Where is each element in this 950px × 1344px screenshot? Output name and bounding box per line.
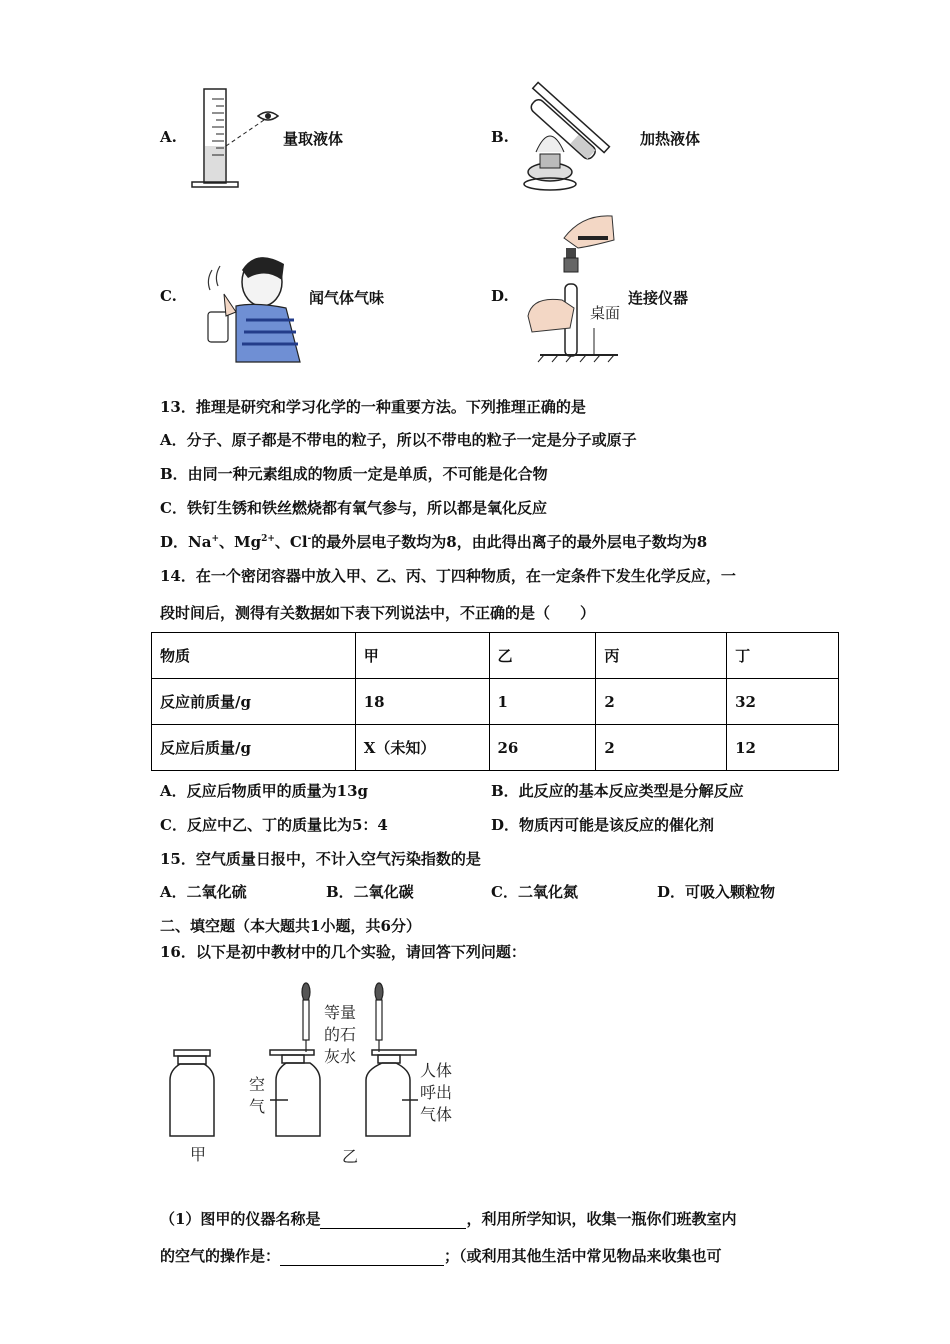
label-air-2: 气 <box>249 1097 266 1116</box>
table-header-cell: 甲 <box>355 633 489 679</box>
q13-stem: 13．推理是研究和学习化学的一种重要方法。下列推理正确的是 <box>160 398 586 416</box>
table-row <box>152 679 839 725</box>
q15-option-b: B．二氧化碳 <box>326 883 414 901</box>
table-cell: 反应后质量/g <box>152 725 356 771</box>
q15-option-a: A．二氧化硫 <box>160 883 247 901</box>
table-cell: 1 <box>489 679 596 725</box>
q16-stem: 16．以下是初中教材中的几个实验，请回答下列问题： <box>160 943 526 961</box>
connecting-apparatus-illustration <box>522 210 626 365</box>
label-air-1: 空 <box>249 1075 266 1094</box>
q14-option-a: A．反应后物质甲的质量为13g <box>160 782 369 800</box>
q14-option-d: D．物质丙可能是该反应的催化剂 <box>491 816 715 834</box>
q14-stem-line1: 14．在一个密闭容器中放入甲、乙、丙、丁四种物质，在一定条件下发生化学反应，一 <box>160 567 736 585</box>
heating-liquid-illustration <box>516 80 636 195</box>
table-header-row <box>152 633 839 679</box>
table-cell: 2 <box>596 679 727 725</box>
q14-option-b: B．此反应的基本反应类型是分解反应 <box>491 782 744 800</box>
label-breath-1: 人体 <box>420 1061 453 1080</box>
label-yi: 乙 <box>342 1147 359 1166</box>
label-lime-2: 的石 <box>324 1025 357 1044</box>
q14-stem-line2: 段时间后，测得有关数据如下表下列说法中，不正确的是（ ） <box>160 604 596 622</box>
q14-data-table <box>151 632 839 771</box>
gas-jar-breath <box>366 1050 418 1136</box>
q16-sub1-line1: （1）图甲的仪器名称是 ，利用所学知识，收集一瓶你们班教室内 <box>160 1210 737 1228</box>
label-breath-2: 呼出 <box>420 1083 453 1102</box>
table-row <box>152 725 839 771</box>
q15-option-c: C．二氧化氮 <box>491 883 578 901</box>
table-cell: 26 <box>489 725 596 771</box>
answer-blank-operation[interactable] <box>280 1247 444 1266</box>
q13-option-c: C．铁钉生锈和铁丝燃烧都有氧气参与，所以都是氧化反应 <box>160 499 547 517</box>
dropper-left <box>302 983 310 1052</box>
option-d-caption: 连接仪器 <box>628 289 689 307</box>
dropper-right <box>375 983 383 1052</box>
option-c-letter: C. <box>160 287 177 305</box>
table-cell: 12 <box>727 725 839 771</box>
table-header-cell: 丙 <box>596 633 727 679</box>
option-b-letter: B. <box>491 128 509 146</box>
table-header-cell: 丁 <box>727 633 839 679</box>
q13-option-d: D．Na+、$Mg^{2+}$、Cl-的最外层电子数均为8，由此得出离子的最外层电子数均为8 <box>160 533 708 551</box>
label-jia: 甲 <box>190 1145 207 1164</box>
label-breath-3: 气体 <box>420 1105 453 1124</box>
q16-experiment-figure <box>160 978 480 1168</box>
q13-option-a: A．分子、原子都是不带电的粒子，所以不带电的粒子一定是分子或原子 <box>160 431 637 449</box>
graduated-cylinder-illustration <box>186 84 286 194</box>
table-cell: 反应前质量/g <box>152 679 356 725</box>
gas-jar-jia <box>170 1050 214 1136</box>
table-cell: 18 <box>355 679 489 725</box>
section-2-heading: 二、填空题（本大题共1小题，共6分） <box>160 917 421 935</box>
table-cell: X（未知） <box>355 725 489 771</box>
table-header-cell: 物质 <box>152 633 356 679</box>
label-lime-1: 等量 <box>324 1003 357 1022</box>
desk-surface-label: 桌面 <box>590 304 621 322</box>
table-header-cell: 乙 <box>489 633 596 679</box>
q13-option-b: B．由同一种元素组成的物质一定是单质，不可能是化合物 <box>160 465 548 483</box>
option-c-caption: 闻气体气味 <box>309 289 385 307</box>
table-cell: 2 <box>596 725 727 771</box>
q14-option-c: C．反应中乙、丁的质量比为5：4 <box>160 816 388 834</box>
q16-sub1-line2: 的空气的操作是： ；（或利用其他生活中常见物品来收集也可 <box>160 1247 722 1265</box>
q15-option-d: D．可吸入颗粒物 <box>657 883 776 901</box>
answer-blank-instrument[interactable] <box>320 1210 466 1229</box>
table-cell: 32 <box>727 679 839 725</box>
smelling-gas-illustration <box>196 250 304 365</box>
option-a-caption: 量取液体 <box>283 130 344 148</box>
option-d-letter: D. <box>491 287 509 305</box>
option-a-letter: A. <box>160 128 177 146</box>
gas-jar-air <box>270 1050 320 1136</box>
label-lime-3: 灰水 <box>324 1047 357 1066</box>
option-b-caption: 加热液体 <box>640 130 701 148</box>
q15-stem: 15．空气质量日报中，不计入空气污染指数的是 <box>160 850 481 868</box>
